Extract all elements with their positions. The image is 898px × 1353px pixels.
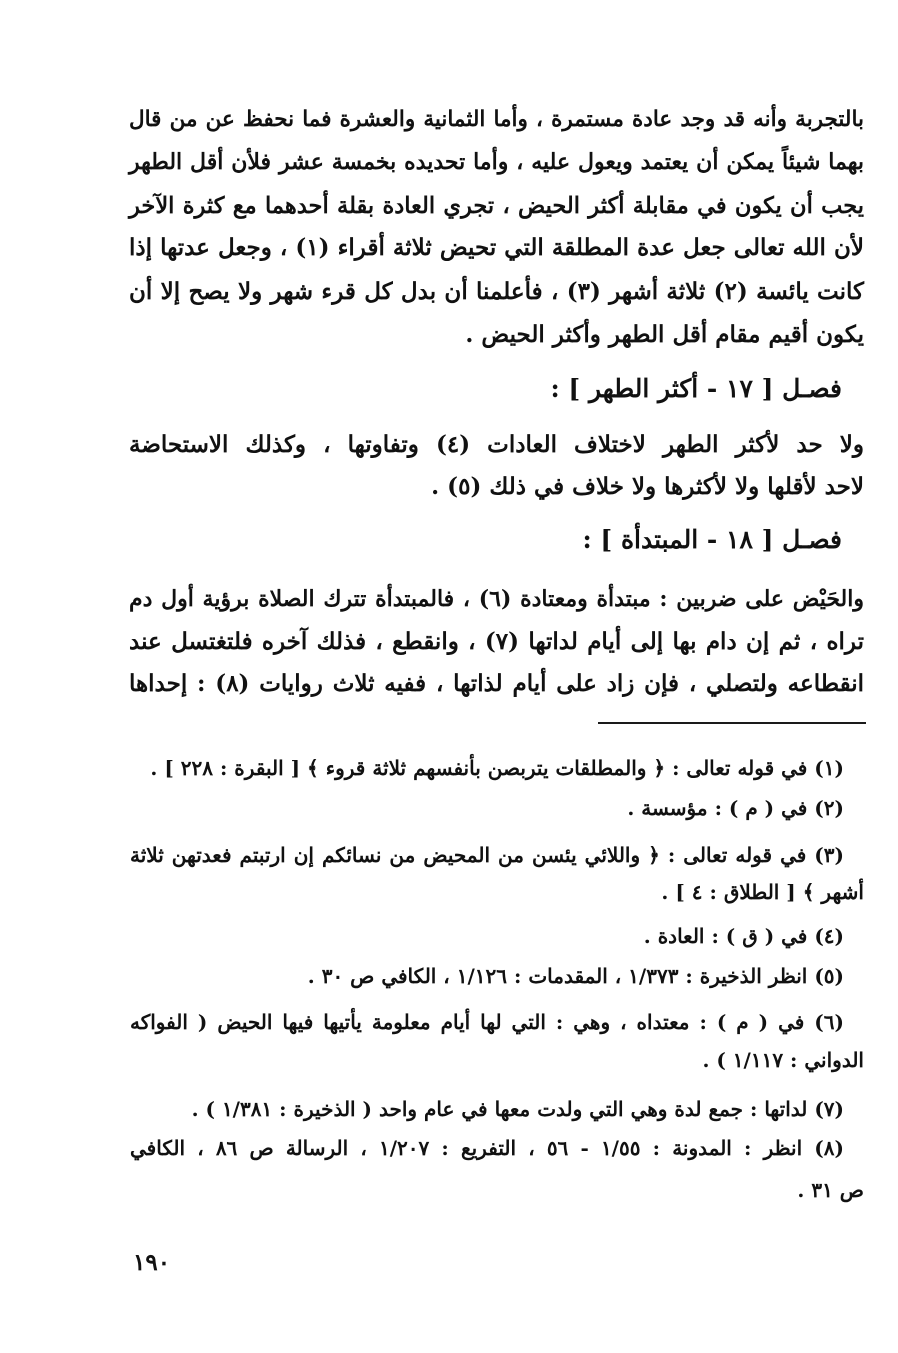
body-line: لأن الله تعالى جعل عدة المطلقة التي تحيض ثلاثة أقراء (١) ، وجعل عدتها إذا: [129, 234, 864, 261]
footnote: (٧) لداتها : جمع لدة وهي التي ولدت معها في عام واحد ( الذخيرة : ١/٣٨١ ) .: [191, 1097, 844, 1121]
footnote: (٥) انظر الذخيرة : ١/٣٧٣ ، المقدمات : ١/١٢٦ ، الكافي ص ٣٠ .: [307, 964, 844, 988]
footnote: (٨) انظر : المدونة : ١/٥٥ - ٥٦ ، التفريع : ١/٢٠٧ ، الرسالة ص ٨٦ ، الكافي: [130, 1136, 844, 1160]
body-line: بهما شيئاً يمكن أن يعتمد ويعول عليه ، وأما تحديده بخمسة عشر فلأن أقل الطهر: [129, 149, 864, 175]
body-line: يكون أقيم مقام أقل الطهر وأكثر الحيض .: [465, 321, 864, 348]
footnote: (١) في قوله تعالى : ﴿ والمطلقات يتربصن بأنفسهم ثلاثة قروء ﴾ [ البقرة : ٢٢٨ ] .: [150, 756, 844, 780]
section-line: والحَيْض على ضربين : مبتدأة ومعتادة (٦) ، فالمبتدأة تترك الصلاة برؤية أول دم: [129, 586, 864, 612]
page-number: ١٩٠: [133, 1249, 171, 1276]
section-line: لاحد لأقلها ولا لأكثرها ولا خلاف في ذلك (٥) .: [431, 473, 864, 500]
body-line: بالتجربة وأنه قد وجد عادة مستمرة ، وأما الثمانية والعشرة فما نحفظ عن من قال: [129, 107, 864, 132]
section-heading: فصـل [ ١٨ - المبتدأة ] :: [582, 525, 842, 554]
section-heading: فصـل [ ١٧ - أكثر الطهر ] :: [550, 374, 842, 403]
footnote: (٢) في ( م ) : مؤسسة .: [627, 796, 844, 820]
footnote-continuation: أشهر ﴾ [ الطلاق : ٤ ] .: [661, 880, 864, 904]
section-line: انقطاعه ولتصلي ، فإن زاد على أيام لذاتها ، ففيه ثلاث روايات (٨) : إحداها: [129, 670, 864, 697]
footnote-continuation: الدواني : ١/١١٧ ) .: [702, 1048, 864, 1072]
footnote: (٣) في قوله تعالى : ﴿ واللائي يئسن من المحيض من نسائكم إن ارتبتم فعدتهن ثلاثة: [130, 843, 844, 867]
body-line: كانت يائسة (٢) ثلاثة أشهر (٣) ، فأعلمنا أن بدل كل قرء شهر ولا يصح إلا أن: [129, 278, 864, 305]
footnote: (٦) في ( م ) : معتداه ، وهي : التي لها أيام معلومة يأتيها فيها الحيض ( الفواكه: [130, 1010, 844, 1034]
section-line: ولا حد لأكثر الطهر لاختلاف العادات (٤) وتفاوتها ، وكذلك الاستحاضة: [129, 431, 864, 458]
footnote: (٤) في ( ق ) : العادة .: [643, 924, 844, 948]
section-line: تراه ، ثم إن دام بها إلى أيام لداتها (٧) ، وانقطع ، فذلك آخره فلتغتسل عند: [129, 628, 864, 655]
body-line: يجب أن يكون في مقابلة أكثر الحيض ، تجري العادة بقلة أحدهما مع كثرة الآخر: [129, 193, 864, 219]
footnote-divider: [598, 722, 866, 724]
footnote-continuation: ص ٣١ .: [797, 1178, 864, 1202]
